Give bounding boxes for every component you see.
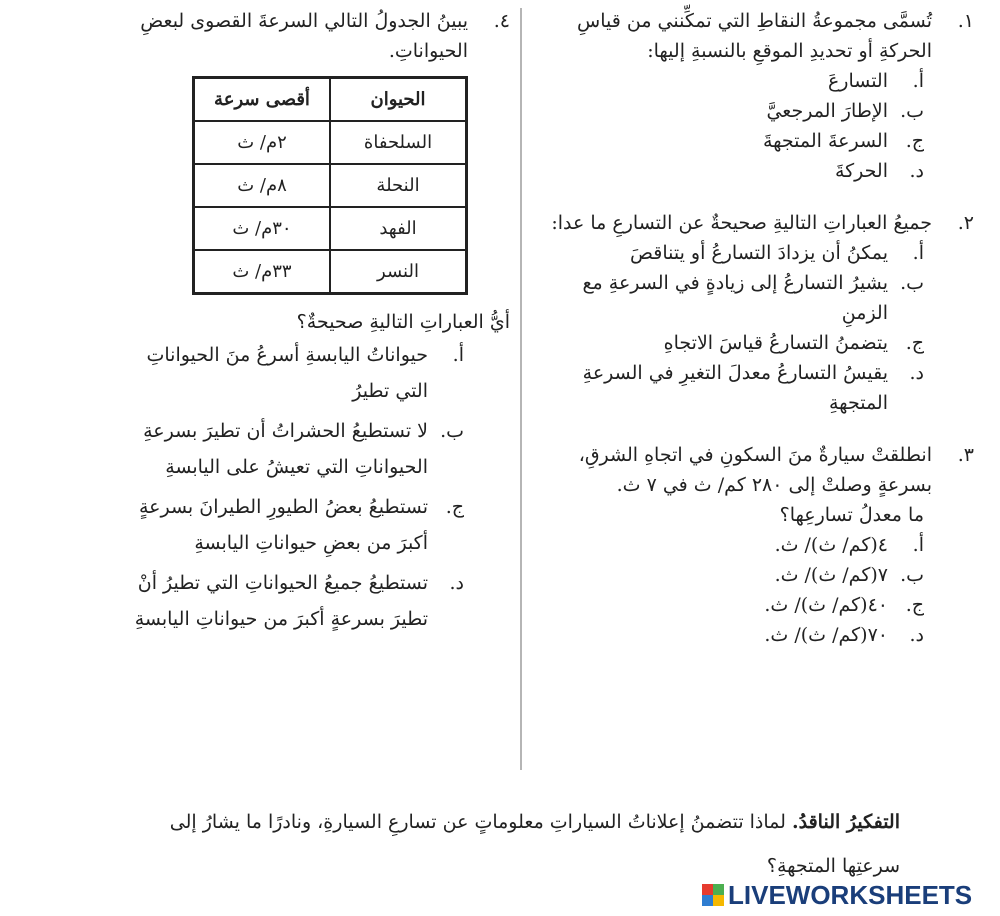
option-d[interactable]: د. ٧٠(كم/ ث)/ ث. bbox=[764, 624, 924, 646]
table-cell-animal: النحلة bbox=[330, 164, 467, 207]
option-a[interactable]: أ. ٤(كم/ ث)/ ث. bbox=[774, 534, 924, 556]
question-4-prompt: أيُّ العباراتِ التاليةِ صحيحةٌ؟ bbox=[296, 311, 510, 333]
question-number: ٤. bbox=[493, 10, 510, 32]
table-cell-animal: النسر bbox=[330, 250, 467, 294]
column-header-animal: الحيوان bbox=[330, 78, 467, 122]
table-header-row bbox=[194, 78, 467, 122]
question-number: ٣. bbox=[957, 444, 974, 466]
option-a[interactable]: أ. يمكنُ أن يزدادَ التسارعُ أو يتناقصَ bbox=[629, 242, 924, 264]
option-b[interactable]: ب. لا تستطيعُ الحشراتُ أن تطيرَ بسرعةِ الحيواناتِ التي تعيشُ على اليابسةِ bbox=[143, 420, 464, 478]
question-text: انطلقتْ سيارةٌ منَ السكونِ في اتجاهِ الشرقِ، بسرعةٍ وصلتْ إلى ٢٨٠ كم/ ث في ٧ ث. bbox=[578, 444, 932, 496]
option-c[interactable]: ج. السرعةَ المتجهةَ bbox=[762, 130, 924, 152]
question-text: جميعُ العباراتِ التاليةِ صحيحةٌ عن التسارعِ ما عدا: bbox=[551, 212, 932, 234]
question-3 bbox=[534, 440, 974, 650]
option-c[interactable]: ج. تستطيعُ بعضُ الطيورِ الطيرانَ بسرعةٍ أكبرَ من بعضِ حيواناتِ اليابسةِ bbox=[138, 496, 464, 554]
table-cell-speed: ٣٣م/ ث bbox=[194, 250, 331, 294]
left-column bbox=[130, 6, 510, 641]
table-cell-animal: الفهد bbox=[330, 207, 467, 250]
question-number: ٢. bbox=[957, 212, 974, 234]
table-cell-speed: ٣٠م/ ث bbox=[194, 207, 331, 250]
table-row bbox=[194, 207, 467, 250]
question-text: تُسمَّى مجموعةُ النقاطِ التي تمكِّنني من قياسِ الحركةِ أو تحديدِ الموقعِ بالنسبةِ إليها: bbox=[577, 10, 932, 62]
option-b[interactable]: ب. الإطارَ المرجعيَّ bbox=[766, 100, 924, 122]
table-row bbox=[194, 121, 467, 164]
critical-thinking bbox=[140, 800, 900, 888]
question-4 bbox=[130, 6, 510, 637]
option-d[interactable]: د. يقيسُ التسارعُ معدلَ التغيرِ في السرعةِ المتجهةِ bbox=[582, 362, 924, 414]
question-subtext: ما معدلُ تسارعِها؟ bbox=[779, 504, 924, 526]
option-a[interactable]: أ. حيواناتُ اليابسةِ أسرعُ منَ الحيواناتِ التي تطيرُ bbox=[146, 344, 464, 402]
critical-thinking-label: التفكيرُ الناقدُ. bbox=[792, 811, 900, 833]
option-d[interactable]: د. الحركةَ bbox=[834, 160, 924, 182]
option-b[interactable]: ب. ٧(كم/ ث)/ ث. bbox=[774, 564, 924, 586]
table-cell-speed: ٨م/ ث bbox=[194, 164, 331, 207]
liveworksheets-logo-icon bbox=[702, 884, 724, 906]
column-divider bbox=[520, 8, 522, 770]
option-b[interactable]: ب. يشيرُ التسارعُ إلى زيادةٍ في السرعةِ مع الزمنِ bbox=[582, 272, 924, 324]
critical-thinking-text: لماذا تتضمنُ إعلاناتُ السياراتِ معلوماتٍ عن تسارعِ السيارةِ، ونادرًا ما يشارُ إلى سرعتِها المتجهةِ؟ bbox=[169, 811, 900, 877]
question-1 bbox=[534, 6, 974, 186]
question-text: يبينُ الجدولُ التالي السرعةَ القصوى لبعضِ الحيواناتِ. bbox=[140, 10, 468, 62]
table-row bbox=[194, 250, 467, 294]
liveworksheets-logo bbox=[702, 878, 972, 912]
table-cell-speed: ٢م/ ث bbox=[194, 121, 331, 164]
animal-speed-table bbox=[192, 76, 468, 295]
right-column bbox=[534, 6, 974, 650]
option-d[interactable]: د. تستطيعُ جميعُ الحيواناتِ التي تطيرُ أنْ تطيرَ بسرعةٍ أكبرَ من حيواناتِ اليابسةِ bbox=[134, 572, 464, 630]
question-2 bbox=[534, 208, 974, 418]
liveworksheets-wordmark: LIVEWORKSHEETS bbox=[728, 879, 973, 910]
option-c[interactable]: ج. ٤٠(كم/ ث)/ ث. bbox=[764, 594, 924, 616]
option-a[interactable]: أ. التسارعَ bbox=[827, 70, 924, 92]
question-number: ١. bbox=[957, 10, 974, 32]
option-c[interactable]: ج. يتضمنُ التسارعُ قياسَ الاتجاهِ bbox=[663, 332, 924, 354]
column-header-speed: أقصى سرعة bbox=[194, 78, 331, 122]
table-cell-animal: السلحفاة bbox=[330, 121, 467, 164]
table-row bbox=[194, 164, 467, 207]
